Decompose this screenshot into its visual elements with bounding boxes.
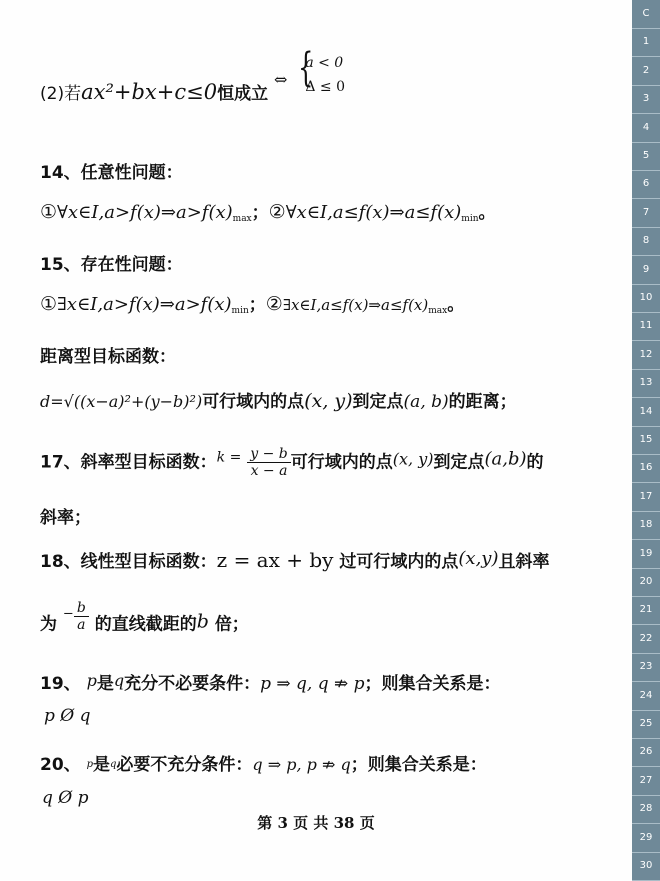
- sidebar-tab[interactable]: 25: [632, 710, 660, 739]
- heading-15: 15、存在性问题：: [40, 255, 183, 275]
- separator: ；: [248, 295, 266, 315]
- text: 且斜率: [498, 552, 550, 572]
- formula: ∀x∈I,a>f(x)⇒a>f(x): [57, 202, 233, 223]
- subscript: max: [428, 306, 448, 316]
- sidebar-tab[interactable]: 30: [632, 852, 660, 881]
- sidebar-tab[interactable]: 8: [632, 227, 660, 256]
- sidebar-tab[interactable]: 4: [632, 114, 660, 143]
- sidebar-tab[interactable]: 18: [632, 511, 660, 540]
- condition: a < 0: [305, 55, 344, 71]
- formula: p ⇒ q, q ⇏ p: [260, 674, 365, 694]
- circled-number: ①: [40, 201, 58, 223]
- sidebar-tab[interactable]: 21: [632, 596, 660, 625]
- text: 必要不充分条件：: [116, 755, 253, 775]
- line-15-formula: [40, 290, 464, 316]
- line-14-formula: [40, 198, 496, 224]
- text: ；则集合关系是：: [364, 674, 501, 694]
- text: 的: [526, 452, 544, 473]
- sidebar-tab[interactable]: 19: [632, 540, 660, 569]
- sidebar-tab[interactable]: 9: [632, 256, 660, 285]
- line-18: [40, 547, 549, 572]
- sidebar-tab[interactable]: 28: [632, 795, 660, 824]
- left-brace: {: [298, 45, 314, 91]
- line-2-condition: [40, 45, 345, 104]
- sidebar-tab[interactable]: C: [632, 0, 660, 29]
- variable: q: [110, 759, 117, 770]
- subscript: min: [461, 214, 479, 224]
- variable: p: [86, 671, 97, 690]
- text: 过可行域内的点: [339, 552, 459, 572]
- set-relation: [42, 788, 89, 808]
- sidebar-tab[interactable]: 15: [632, 426, 660, 455]
- heading-distance: 距离型目标函数：: [40, 347, 176, 367]
- denominator: x − a: [250, 463, 288, 480]
- minus-sign: −: [62, 606, 74, 622]
- text: 可行域内的点: [202, 392, 305, 412]
- formula: ax²+bx+c≤0: [81, 79, 218, 104]
- formula: ∀x∈I,a≤f(x)⇒a≤f(x): [285, 202, 462, 223]
- sidebar-tab[interactable]: 13: [632, 369, 660, 398]
- fraction: [247, 446, 291, 479]
- circled-number: ②: [268, 201, 286, 223]
- sidebar-tab[interactable]: 2: [632, 57, 660, 86]
- sidebar-tab[interactable]: 26: [632, 738, 660, 767]
- numerator: b: [74, 600, 89, 617]
- page-footer: 第 3 页 共 38 页: [257, 814, 375, 832]
- period: 。: [478, 203, 496, 223]
- text: (2)若: [40, 83, 82, 104]
- sidebar-tab[interactable]: 5: [632, 142, 660, 171]
- variable: q: [113, 671, 125, 690]
- formula: p Ø q: [44, 706, 91, 726]
- page-tab-sidebar: [632, 0, 660, 880]
- text: 的距离；: [448, 392, 517, 412]
- line-distance-formula: [40, 387, 517, 412]
- sidebar-tab[interactable]: 3: [632, 85, 660, 114]
- sidebar-tab[interactable]: 10: [632, 284, 660, 313]
- variable: b: [196, 610, 209, 633]
- fraction: [74, 600, 89, 633]
- formula-lhs: k =: [216, 449, 242, 466]
- separator: ；: [251, 203, 269, 223]
- point: (x,y): [458, 548, 499, 569]
- line-17-cont: 斜率；: [40, 508, 91, 528]
- text: 到定点: [433, 452, 485, 473]
- point: (a, b): [403, 392, 449, 412]
- sidebar-tab[interactable]: 27: [632, 767, 660, 796]
- sidebar-tab[interactable]: 24: [632, 682, 660, 711]
- sidebar-tab[interactable]: 6: [632, 170, 660, 199]
- system-of-conditions: [293, 45, 345, 100]
- subscript: min: [231, 306, 249, 316]
- text: 恒成立: [217, 83, 269, 104]
- formula: d=√((x−a)²+(y−b)²): [40, 392, 203, 411]
- formula: q ⇒ p, p ⇏ q: [252, 755, 351, 774]
- heading-18: 18、线性型目标函数：: [40, 552, 217, 572]
- line-17: [40, 446, 544, 479]
- heading-14: 14、任意性问题：: [40, 163, 183, 183]
- text: 的直线截距的: [94, 614, 197, 635]
- subscript: max: [232, 214, 252, 224]
- sidebar-tab[interactable]: 29: [632, 824, 660, 853]
- sidebar-tab[interactable]: 20: [632, 568, 660, 597]
- point: (a,b): [484, 448, 527, 470]
- sidebar-tab[interactable]: 14: [632, 398, 660, 427]
- heading-19: 19、: [40, 674, 81, 694]
- text: 到定点: [352, 392, 404, 412]
- text: 充分不必要条件：: [124, 674, 261, 694]
- sidebar-tab[interactable]: 7: [632, 199, 660, 228]
- period: 。: [447, 295, 465, 315]
- formula: ∃x∈I,a≤f(x)⇒a≤f(x): [282, 296, 429, 314]
- point: (x, y): [304, 390, 353, 412]
- text: 是: [93, 755, 110, 775]
- condition: Δ ≤ 0: [305, 78, 345, 95]
- heading-20: 20、: [40, 755, 81, 775]
- circled-number: ①: [40, 293, 58, 315]
- text: 是: [96, 674, 114, 694]
- formula: z = ax + by: [216, 548, 334, 572]
- heading-17: 17、斜率型目标函数：: [40, 452, 217, 473]
- circled-number: ②: [265, 293, 283, 315]
- line-18-cont: [40, 600, 249, 635]
- sidebar-tab[interactable]: 1: [632, 28, 660, 57]
- sidebar-tab[interactable]: 23: [632, 653, 660, 682]
- sidebar-tab[interactable]: 17: [632, 483, 660, 512]
- sidebar-tab[interactable]: 12: [632, 341, 660, 370]
- text: 为: [40, 614, 57, 635]
- text: ；则集合关系是：: [350, 755, 487, 775]
- formula: q Ø p: [42, 788, 89, 808]
- set-relation: [44, 706, 91, 726]
- line-20: [40, 750, 487, 775]
- variable: p: [86, 759, 93, 770]
- formula: ∃x∈I,a>f(x)⇒a>f(x): [57, 294, 232, 315]
- line-19: [40, 669, 501, 694]
- numerator: y − b: [247, 446, 291, 463]
- text: 倍；: [214, 614, 249, 635]
- point: (x, y): [392, 449, 434, 469]
- text: 可行域内的点: [290, 452, 393, 473]
- denominator: a: [77, 617, 86, 634]
- sidebar-tab[interactable]: 11: [632, 312, 660, 341]
- sidebar-tab[interactable]: 16: [632, 454, 660, 483]
- equivalence-symbol: ⇔: [274, 69, 288, 89]
- sidebar-tab[interactable]: 22: [632, 625, 660, 654]
